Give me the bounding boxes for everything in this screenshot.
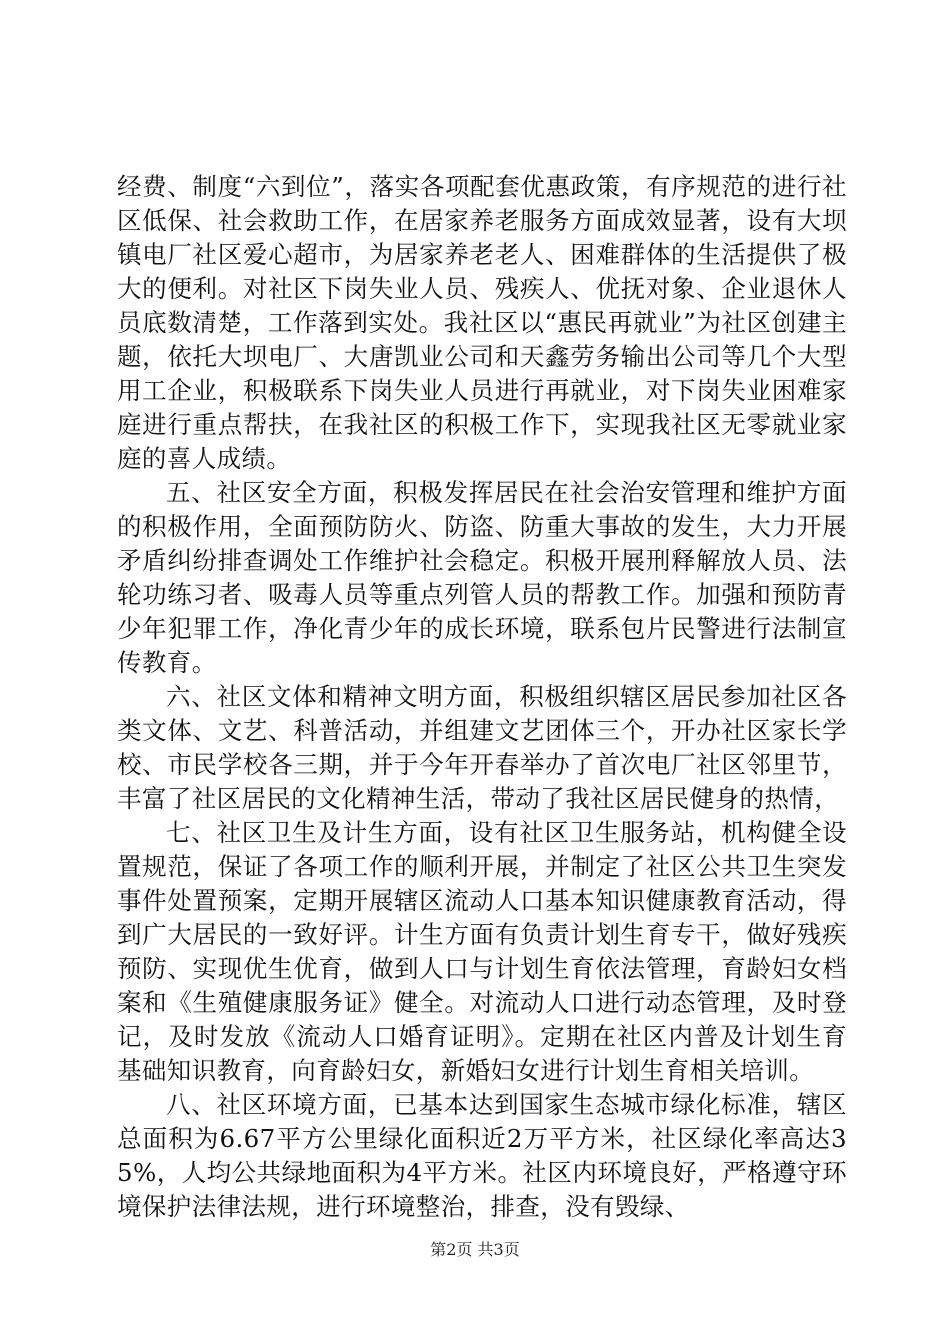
paragraph-8-environment: 八、社区环境方面，已基本达到国家生态城市绿化标准，辖区总面积为6.67平方公里绿化面积近2万平方米，社区绿化率高达35%，人均公共绿地面积为4平方米。社区内环境良好，严格遵守环境保护法律法规，进行环境整治，排查，没有毁绿、 xyxy=(117,1090,847,1221)
page-number-footer: 第2页 共3页 xyxy=(430,1240,520,1259)
paragraph-6-culture: 六、社区文体和精神文明方面，积极组织辖区居民参加社区各类文体、文艺、科普活动，并组建文艺团体三个，开办社区家长学校、市民学校各三期，并于今年开春举办了首次电厂社区邻里节，丰富了社区居民的文化精神生活，带动了我社区居民健身的热情， xyxy=(117,682,847,813)
paragraph-5-safety: 五、社区安全方面，积极发挥居民在社会治安管理和维护方面的积极作用，全面预防防火、防盗、防重大事故的发生，大力开展矛盾纠纷排查调处工作维护社会稳定。积极开展刑释解放人员、法轮功练习者、吸毒人员等重点列管人员的帮教工作。加强和预防青少年犯罪工作，净化青少年的成长环境，联系包片民警进行法制宣传教育。 xyxy=(117,478,847,677)
body-text xyxy=(117,170,847,1224)
paragraph-7-health: 七、社区卫生及计生方面，设有社区卫生服务站，机构健全设置规范，保证了各项工作的顺利开展，并制定了社区公共卫生突发事件处置预案，定期开展辖区流动人口基本知识健康教育活动，得到广大居民的一致好评。计生方面有负责计划生育专干，做好残疾预防、实现优生优育，做到人口与计划生育依法管理，育龄妇女档案和《生殖健康服务证》健全。对流动人口进行动态管理，及时登记，及时发放《流动人口婚育证明》。定期在社区内普及计划生育基础知识教育，向育龄妇女，新婚妇女进行计划生育相关培训。 xyxy=(117,818,847,1085)
paragraph-1: 经费、制度“六到位”，落实各项配套优惠政策，有序规范的进行社区低保、社会救助工作，在居家养老服务方面成效显著，设有大坝镇电厂社区爱心超市，为居家养老老人、困难群体的生活提供了极大的便利。对社区下岗失业人员、残疾人、优抚对象、企业退休人员底数清楚，工作落到实处。我社区以“惠民再就业”为社区创建主题，依托大坝电厂、大唐凯业公司和天鑫劳务输出公司等几个大型用工企业，积极联系下岗失业人员进行再就业，对下岗失业困难家庭进行重点帮扶，在我社区的积极工作下，实现我社区无零就业家庭的喜人成绩。 xyxy=(117,172,847,473)
